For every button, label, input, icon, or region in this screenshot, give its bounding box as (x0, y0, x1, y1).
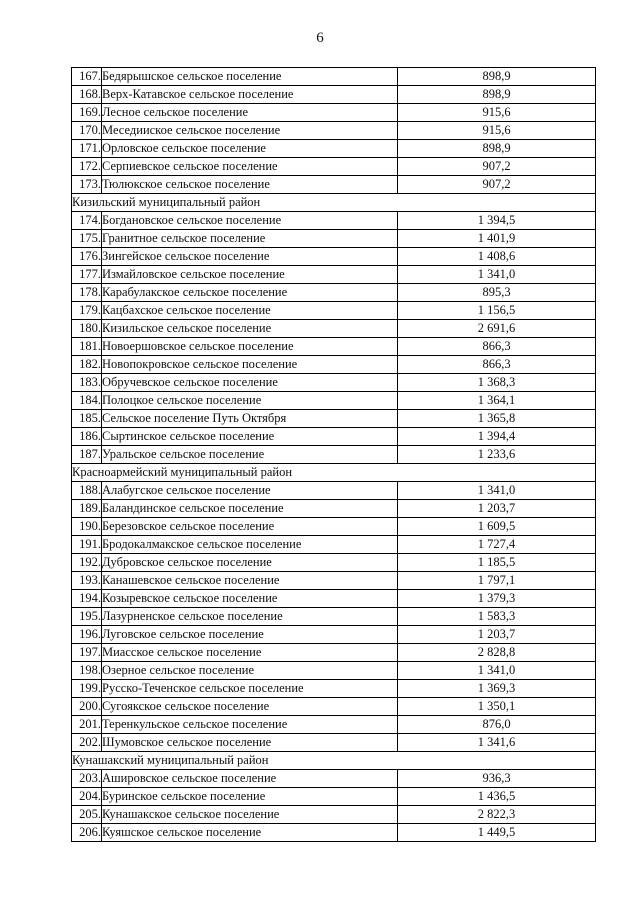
settlement-name: Буринское сельское поселение (102, 788, 398, 806)
settlement-value: 1 394,4 (398, 428, 596, 446)
settlement-value: 1 341,0 (398, 662, 596, 680)
row-number: 203. (72, 770, 102, 788)
settlement-value: 898,9 (398, 86, 596, 104)
row-number: 180. (72, 320, 102, 338)
table-row (72, 410, 596, 428)
district-header-row (72, 752, 596, 770)
settlement-name: Баландинское сельское поселение (102, 500, 398, 518)
table-row (72, 536, 596, 554)
settlement-name: Алабугское сельское поселение (102, 482, 398, 500)
district-header-row (72, 464, 596, 482)
table-row (72, 302, 596, 320)
row-number: 205. (72, 806, 102, 824)
settlement-name: Шумовское сельское поселение (102, 734, 398, 752)
settlement-value: 1 156,5 (398, 302, 596, 320)
row-number: 190. (72, 518, 102, 536)
table-row (72, 248, 596, 266)
table-row (72, 770, 596, 788)
row-number: 206. (72, 824, 102, 842)
row-number: 201. (72, 716, 102, 734)
row-number: 169. (72, 104, 102, 122)
settlement-value: 936,3 (398, 770, 596, 788)
settlements-table (71, 67, 596, 842)
settlement-value: 1 394,5 (398, 212, 596, 230)
table-row (72, 788, 596, 806)
settlement-name: Озерное сельское поселение (102, 662, 398, 680)
settlement-name: Уральское сельское поселение (102, 446, 398, 464)
settlement-name: Козыревское сельское поселение (102, 590, 398, 608)
row-number: 167. (72, 68, 102, 86)
row-number: 172. (72, 158, 102, 176)
settlement-value: 866,3 (398, 338, 596, 356)
table-row (72, 680, 596, 698)
settlement-value: 1 449,5 (398, 824, 596, 842)
table-row (72, 626, 596, 644)
settlement-value: 1 341,6 (398, 734, 596, 752)
settlement-value: 2 691,6 (398, 320, 596, 338)
row-number: 177. (72, 266, 102, 284)
settlement-name: Сугоякское сельское поселение (102, 698, 398, 716)
table-row (72, 392, 596, 410)
settlement-value: 1 727,4 (398, 536, 596, 554)
district-name: Красноармейский муниципальный район (72, 464, 596, 482)
settlement-value: 898,9 (398, 140, 596, 158)
table-row (72, 500, 596, 518)
settlement-name: Кацбахское сельское поселение (102, 302, 398, 320)
settlement-name: Бродокалмакское сельское поселение (102, 536, 398, 554)
page-number: 6 (316, 30, 324, 46)
table-row (72, 230, 596, 248)
settlement-value: 898,9 (398, 68, 596, 86)
settlement-name: Луговское сельское поселение (102, 626, 398, 644)
settlement-name: Кунашакское сельское поселение (102, 806, 398, 824)
settlement-name: Измайловское сельское поселение (102, 266, 398, 284)
settlement-name: Дубровское сельское поселение (102, 554, 398, 572)
settlement-value: 1 185,5 (398, 554, 596, 572)
table-row (72, 824, 596, 842)
row-number: 185. (72, 410, 102, 428)
settlement-name: Меседииское сельское поселение (102, 122, 398, 140)
settlement-name: Лесное сельское поселение (102, 104, 398, 122)
settlement-value: 1 408,6 (398, 248, 596, 266)
table-row (72, 482, 596, 500)
settlement-value: 1 401,9 (398, 230, 596, 248)
row-number: 170. (72, 122, 102, 140)
table-row (72, 446, 596, 464)
row-number: 197. (72, 644, 102, 662)
row-number: 173. (72, 176, 102, 194)
settlement-name: Зингейское сельское поселение (102, 248, 398, 266)
table-row (72, 518, 596, 536)
settlement-value: 1 609,5 (398, 518, 596, 536)
table-row (72, 374, 596, 392)
row-number: 175. (72, 230, 102, 248)
table-row (72, 320, 596, 338)
settlement-name: Куяшское сельское поселение (102, 824, 398, 842)
row-number: 195. (72, 608, 102, 626)
settlement-value: 1 203,7 (398, 500, 596, 518)
settlement-value: 1 797,1 (398, 572, 596, 590)
settlement-value: 1 583,3 (398, 608, 596, 626)
row-number: 204. (72, 788, 102, 806)
table-row (72, 140, 596, 158)
settlement-name: Богдановское сельское поселение (102, 212, 398, 230)
settlement-value: 1 341,0 (398, 482, 596, 500)
settlement-name: Карабулакское сельское поселение (102, 284, 398, 302)
settlement-value: 866,3 (398, 356, 596, 374)
table-row (72, 698, 596, 716)
table-row (72, 608, 596, 626)
settlement-name: Сельское поселение Путь Октября (102, 410, 398, 428)
row-number: 171. (72, 140, 102, 158)
row-number: 200. (72, 698, 102, 716)
row-number: 183. (72, 374, 102, 392)
table-row (72, 212, 596, 230)
row-number: 184. (72, 392, 102, 410)
settlement-value: 1 369,3 (398, 680, 596, 698)
settlement-value: 907,2 (398, 158, 596, 176)
table-row (72, 104, 596, 122)
table-row (72, 716, 596, 734)
settlement-name: Орловское сельское поселение (102, 140, 398, 158)
row-number: 178. (72, 284, 102, 302)
table-row (72, 554, 596, 572)
settlement-value: 1 436,5 (398, 788, 596, 806)
settlement-name: Полоцкое сельское поселение (102, 392, 398, 410)
settlement-value: 2 822,3 (398, 806, 596, 824)
row-number: 188. (72, 482, 102, 500)
settlement-value: 1 364,1 (398, 392, 596, 410)
settlement-name: Обручевское сельское поселение (102, 374, 398, 392)
table-row (72, 86, 596, 104)
table-row (72, 590, 596, 608)
settlement-value: 895,3 (398, 284, 596, 302)
table-row (72, 176, 596, 194)
table-row (72, 644, 596, 662)
row-number: 199. (72, 680, 102, 698)
row-number: 182. (72, 356, 102, 374)
settlement-name: Серпиевское сельское поселение (102, 158, 398, 176)
row-number: 174. (72, 212, 102, 230)
settlement-name: Лазурненское сельское поселение (102, 608, 398, 626)
settlement-name: Березовское сельское поселение (102, 518, 398, 536)
settlement-name: Новопокровское сельское поселение (102, 356, 398, 374)
settlement-name: Теренкульское сельское поселение (102, 716, 398, 734)
row-number: 202. (72, 734, 102, 752)
settlement-name: Русско-Теченское сельское поселение (102, 680, 398, 698)
table-row (72, 428, 596, 446)
row-number: 168. (72, 86, 102, 104)
settlement-value: 1 233,6 (398, 446, 596, 464)
table-row (72, 158, 596, 176)
settlement-name: Сыртинское сельское поселение (102, 428, 398, 446)
settlement-name: Бедярышское сельское поселение (102, 68, 398, 86)
table-row (72, 806, 596, 824)
settlement-name: Новоершовское сельское поселение (102, 338, 398, 356)
row-number: 192. (72, 554, 102, 572)
settlement-value: 915,6 (398, 122, 596, 140)
settlement-name: Верх-Катавское сельское поселение (102, 86, 398, 104)
settlement-value: 1 365,8 (398, 410, 596, 428)
row-number: 181. (72, 338, 102, 356)
table-row (72, 68, 596, 86)
settlement-name: Гранитное сельское поселение (102, 230, 398, 248)
table-row (72, 266, 596, 284)
settlement-value: 1 368,3 (398, 374, 596, 392)
row-number: 189. (72, 500, 102, 518)
table-row (72, 356, 596, 374)
settlement-name: Миасское сельское поселение (102, 644, 398, 662)
settlement-value: 1 350,1 (398, 698, 596, 716)
settlement-value: 1 379,3 (398, 590, 596, 608)
settlement-value: 915,6 (398, 104, 596, 122)
row-number: 198. (72, 662, 102, 680)
settlement-name: Ашировское сельское поселение (102, 770, 398, 788)
row-number: 176. (72, 248, 102, 266)
row-number: 187. (72, 446, 102, 464)
row-number: 191. (72, 536, 102, 554)
settlement-name: Кизильское сельское поселение (102, 320, 398, 338)
row-number: 193. (72, 572, 102, 590)
row-number: 186. (72, 428, 102, 446)
row-number: 179. (72, 302, 102, 320)
settlement-value: 907,2 (398, 176, 596, 194)
table-row (72, 662, 596, 680)
settlement-value: 876,0 (398, 716, 596, 734)
settlement-value: 1 203,7 (398, 626, 596, 644)
district-name: Кунашакский муниципальный район (72, 752, 596, 770)
row-number: 196. (72, 626, 102, 644)
row-number: 194. (72, 590, 102, 608)
table-row (72, 284, 596, 302)
table-row (72, 338, 596, 356)
settlement-name: Канашевское сельское поселение (102, 572, 398, 590)
table-row (72, 734, 596, 752)
settlements-table-body (72, 68, 596, 842)
district-name: Кизильский муниципальный район (72, 194, 596, 212)
settlement-value: 1 341,0 (398, 266, 596, 284)
district-header-row (72, 194, 596, 212)
settlement-value: 2 828,8 (398, 644, 596, 662)
table-row (72, 572, 596, 590)
table-row (72, 122, 596, 140)
settlement-name: Тюлюкское сельское поселение (102, 176, 398, 194)
